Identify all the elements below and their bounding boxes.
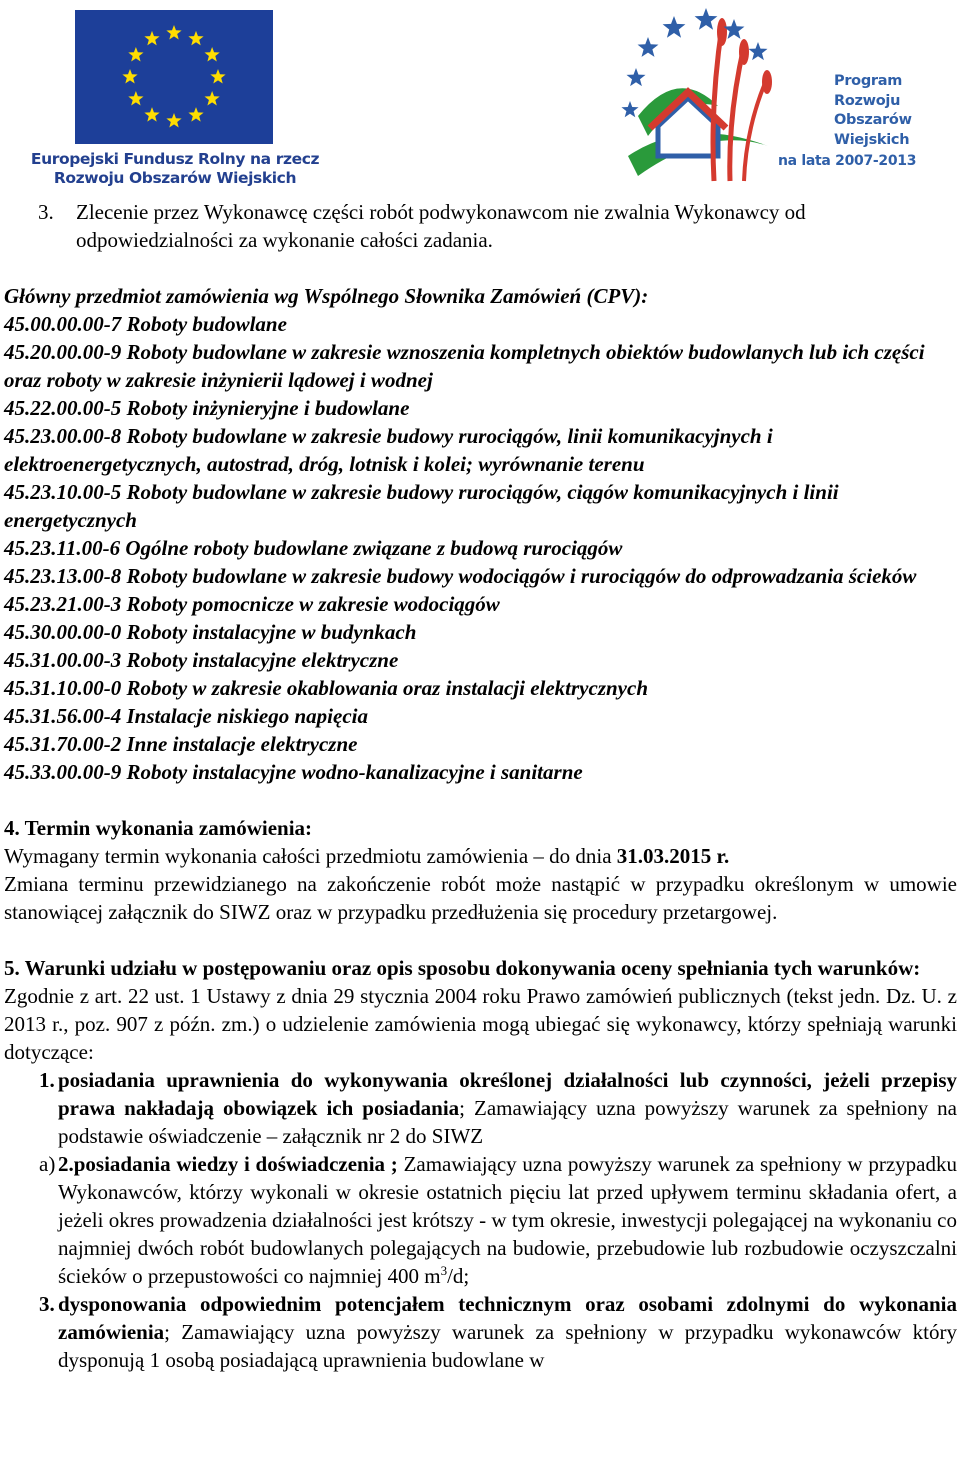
prow-star-icon bbox=[663, 16, 686, 38]
cpv-item: 45.31.00.00-3 Roboty instalacyjne elektryczne bbox=[4, 648, 399, 672]
condition-2-title: 2.posiadania wiedzy i doświadczenia ; bbox=[58, 1152, 398, 1176]
item-3 bbox=[4, 198, 957, 254]
condition-2-text: Zamawiający uzna powyższy warunek za spełniony w przypadku Wykonawców, którzy wykonali w okresie ostatnich pięciu lat przed upływem terminu składania ofert, a jeżeli okres prowadzenia działalności jest krótszy - w tym okresie, inwestycji polegającej na wykonaniu co najmniej dwóch robót budowlanych polegających na budowie, przebudowie lub rozbudowie oczyszczalni ścieków o przepustowości co najmniej 400 m bbox=[58, 1152, 957, 1288]
section-5-intro: Zgodnie z art. 22 ust. 1 Ustawy z dnia 29 stycznia 2004 roku Prawo zamówień publicznych (tekst jedn. Dz. U. z 2013 r., poz. 907 z późn. zm.) o udzielenie zamówienia mogą ubiegać się wykonawcy, którzy spełniają warunki dotyczące: bbox=[4, 984, 957, 1064]
item-number: 3. bbox=[38, 200, 54, 224]
cpv-item: 45.31.56.00-4 Instalacje niskiego napięcia bbox=[4, 704, 368, 728]
prow-years: na lata 2007-2013 bbox=[778, 153, 917, 169]
cpv-item: 45.23.00.00-8 Roboty budowlane w zakresie budowy rurociągów, linii komunikacyjnych i elektroenergetycznych, autostrad, dróg, lotnisk i kolei; wyrównanie terenu bbox=[4, 424, 773, 476]
prow-name: Program Rozwoju Obszarów Wiejskich bbox=[834, 73, 912, 148]
condition-3 bbox=[4, 1290, 957, 1374]
spacer bbox=[4, 786, 957, 814]
deadline-date: 31.03.2015 r. bbox=[616, 844, 730, 868]
spacer bbox=[4, 926, 957, 954]
item-text: Zlecenie przez Wykonawcę części robót podwykonawcom nie zwalnia Wykonawcy od odpowiedzialności za wykonanie całości zadania. bbox=[76, 200, 806, 252]
prow-star-icon bbox=[626, 68, 645, 86]
condition-2-end: /d; bbox=[447, 1264, 470, 1288]
cpv-heading: Główny przedmiot zamówienia wg Wspólnego Słownika Zamówień (CPV): bbox=[4, 284, 649, 308]
deadline-line: Wymagany termin wykonania całości przedmiotu zamówienia – do dnia 31.03.2015 r. bbox=[4, 844, 730, 868]
condition-1 bbox=[4, 1066, 957, 1150]
condition-3-text: ; Zamawiający uzna powyższy warunek za spełniony w przypadku wykonawców który dysponują 1 osobą posiadającą uprawnienia budowlane w bbox=[58, 1320, 957, 1372]
cpv-item: 45.22.00.00-5 Roboty inżynieryjne i budowlane bbox=[4, 396, 410, 420]
cpv-list bbox=[4, 310, 957, 786]
cpv-item: 45.23.21.00-3 Roboty pomocnicze w zakresie wodociągów bbox=[4, 592, 500, 616]
condition-1-text: ; Zamawiający uzna powyższy warunek za spełniony na podstawie oświadczenie – załącznik nr 2 do SIWZ bbox=[58, 1096, 958, 1148]
deadline-change-text: Zmiana terminu przewidzianego na zakończenie robót może nastąpić w przypadku określonym w umowie stanowiącej załącznik do SIWZ oraz w przypadku przedłużenia się procedury przetargowej. bbox=[4, 872, 957, 924]
superscript: 3 bbox=[440, 1263, 448, 1278]
section-4-heading: 4. Termin wykonania zamówienia: bbox=[4, 816, 313, 840]
condition-2 bbox=[4, 1150, 957, 1290]
eu-logo-caption: Europejski Fundusz Rolny na rzecz Rozwoju Obszarów Wiejskich bbox=[30, 150, 320, 187]
cpv-item: 45.00.00.00-7 Roboty budowlane bbox=[4, 312, 287, 336]
cpv-item: 45.23.10.00-5 Roboty budowlane w zakresie budowy rurociągów, ciągów komunikacyjnych i linii energetycznych bbox=[4, 480, 839, 532]
eu-agricultural-fund-logo bbox=[22, 10, 328, 192]
cpv-item: 45.23.13.00-8 Roboty budowlane w zakresie budowy wodociągów i rurociągów do odprowadzania ścieków bbox=[4, 564, 917, 588]
condition-3-title: dysponowania odpowiednim potencjałem technicznym oraz osobami zdolnymi do wykonania zamówienia bbox=[58, 1292, 957, 1344]
condition-number: 3. bbox=[39, 1292, 55, 1316]
prow-star-icon bbox=[748, 42, 767, 60]
prow-star-icon bbox=[695, 8, 718, 30]
cpv-item: 45.23.11.00-6 Ogólne roboty budowlane związane z budową rurociągów bbox=[4, 536, 623, 560]
spacer bbox=[4, 254, 957, 282]
condition-1-title: posiadania uprawnienia do wykonywania określonej działalności lub czynności, jeżeli przepisy prawa nakładają obowiązek ich posiadania bbox=[58, 1068, 957, 1120]
prow-star-icon bbox=[638, 37, 659, 57]
document-body bbox=[4, 198, 957, 1374]
prow-logo bbox=[618, 6, 918, 186]
condition-number: 1. bbox=[39, 1068, 55, 1092]
condition-letter: a) bbox=[39, 1152, 56, 1176]
section-5-heading: 5. Warunki udziału w postępowaniu oraz opis sposobu dokonywania oceny spełniania tych warunków: bbox=[4, 956, 921, 980]
cpv-item: 45.20.00.00-9 Roboty budowlane w zakresie wznoszenia kompletnych obiektów budowlanych lub ich części oraz roboty w zakresie inżynierii lądowej i wodnej bbox=[4, 340, 925, 392]
eu-flag-icon bbox=[75, 10, 273, 144]
cpv-item: 45.31.10.00-0 Roboty w zakresie okablowania oraz instalacji elektrycznych bbox=[4, 676, 648, 700]
prow-star-icon bbox=[621, 101, 638, 117]
cpv-item: 45.30.00.00-0 Roboty instalacyjne w budynkach bbox=[4, 620, 417, 644]
cpv-item: 45.31.70.00-2 Inne instalacje elektryczne bbox=[4, 732, 358, 756]
prow-emblem-icon bbox=[618, 6, 788, 184]
cpv-item: 45.33.00.00-9 Roboty instalacyjne wodno-kanalizacyjne i sanitarne bbox=[4, 760, 583, 784]
